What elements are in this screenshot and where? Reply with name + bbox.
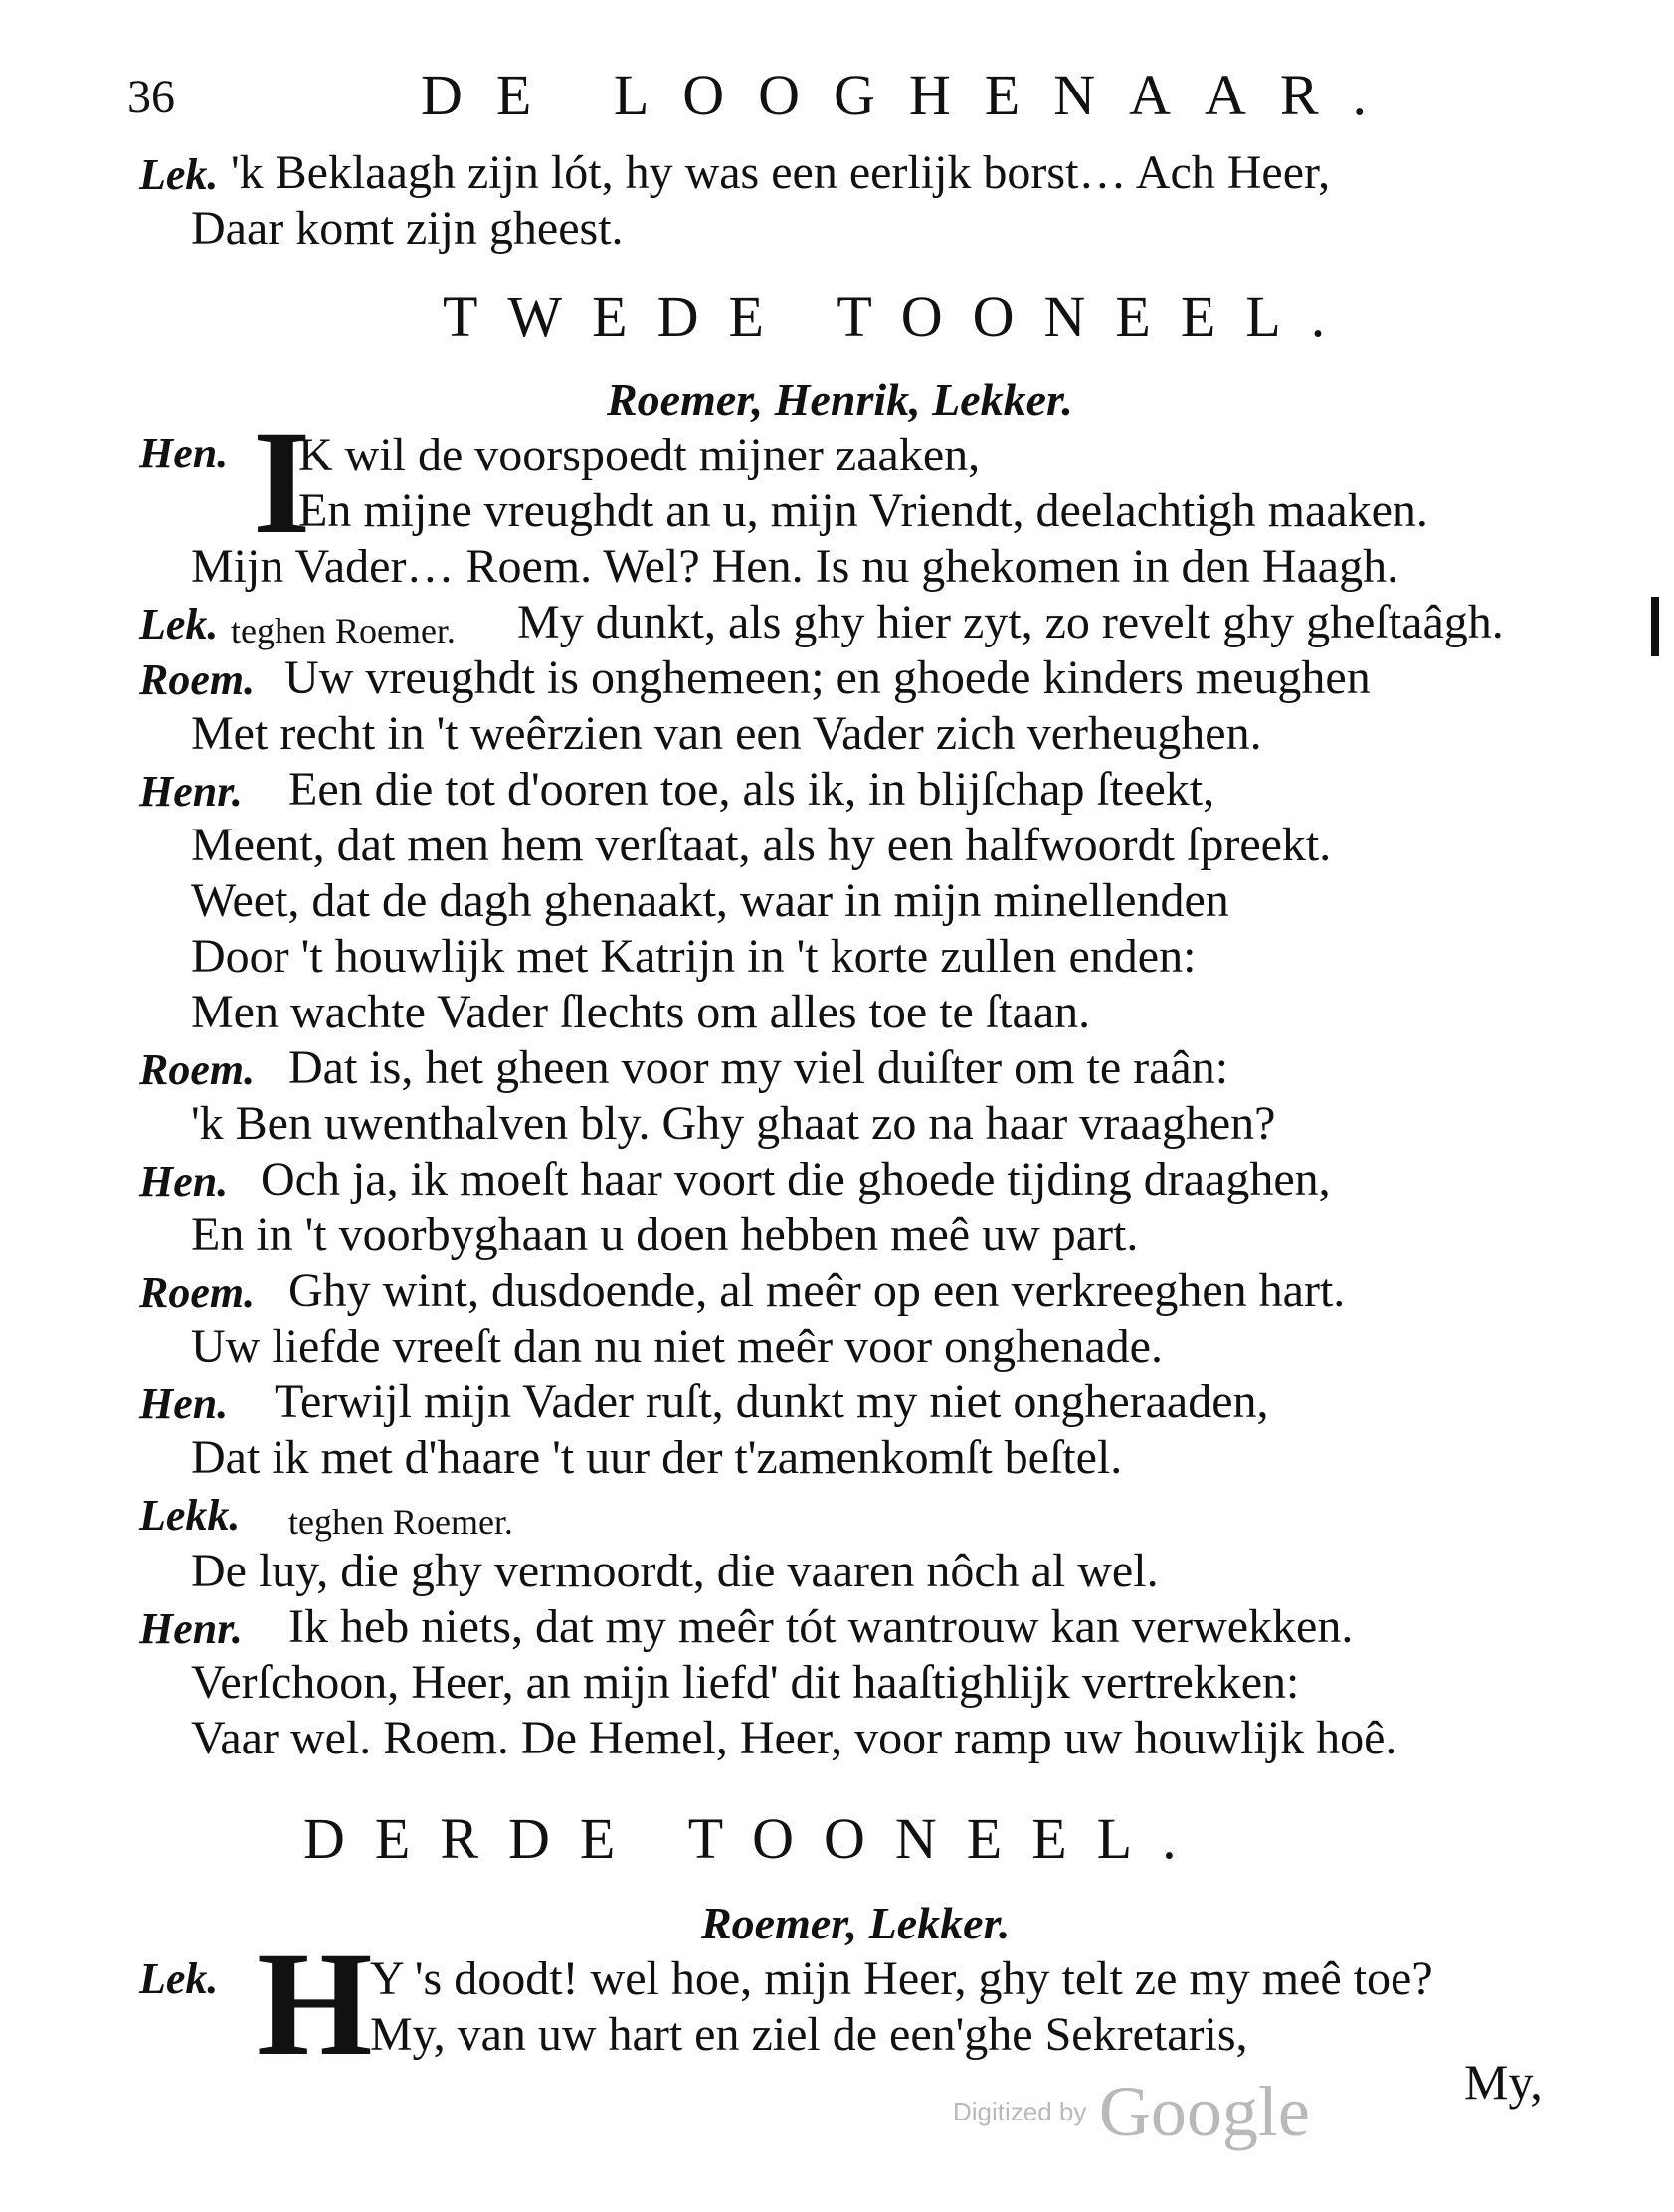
page-number: 36 [127, 71, 175, 123]
verse-line: 'k Ben uwenthalven bly. Ghy ghaat zo na haar vraaghen? [191, 1097, 1276, 1150]
verse-line: Y 's doodt! wel hoe, mijn Heer, ghy telt ze my meê toe? [370, 1952, 1433, 2005]
cast-list: Roemer, Henrik, Lekker. [607, 374, 1073, 425]
page-header [127, 62, 1420, 131]
verse-line: Dat is, het gheen voor my viel duiſter om te raân: [288, 1041, 1229, 1094]
verse-line: Men wachte Vader ſlechts om alles toe te ſtaan. [191, 986, 1091, 1038]
speaker-label: Henr. [139, 1604, 243, 1653]
speaker-label: Hen. [139, 429, 229, 477]
google-logo: Google [1098, 2072, 1310, 2151]
verse-line: Dat ik met d'haare 't uur der t'zamenkomſt beſtel. [191, 1431, 1123, 1484]
cast-list: Roemer, Lekker. [701, 1898, 1011, 1948]
page-edge-mark [1651, 597, 1659, 656]
verse-line: Door 't houwlijk met Katrijn in 't korte zullen enden: [191, 930, 1197, 983]
speaker-label: Hen. [139, 1380, 229, 1428]
verse-line: My, van uw hart en ziel de een'ghe Sekretaris, [370, 2008, 1248, 2061]
speaker-label: Lekk. [139, 1491, 241, 1540]
verse-line: Ik heb niets, dat my meêr tót wantrouw kan verwekken. [288, 1600, 1354, 1653]
stage-direction: teghen Roemer. [231, 611, 456, 650]
verse-line: En in 't voorbyghaan u doen hebben meê uw part. [191, 1208, 1139, 1261]
verse-line: Uw liefde vreeſt dan nu niet meêr voor onghenade. [191, 1320, 1163, 1373]
verse-line: Daar komt zijn gheest. [191, 202, 624, 255]
speaker-label: Henr. [139, 767, 243, 816]
scene-title: DERDE TOONEEL. [303, 1806, 1207, 1871]
speaker-label: Lek. [139, 1954, 219, 2003]
speaker-label: Roem. [139, 1268, 256, 1317]
verse-line: Weet, dat de dagh ghenaakt, waar in mijn minellenden [191, 874, 1229, 927]
verse-line: Meent, dat men hem verſtaat, als hy een halfwoordt ſpreekt. [191, 819, 1332, 871]
verse-line: Uw vreughdt is onghemeen; en ghoede kinders meughen [284, 651, 1371, 704]
speaker-label: Roem. [139, 655, 256, 704]
verse-line: De luy, die ghy vermoordt, die vaaren nôch al wel. [191, 1545, 1159, 1597]
scene-title: TWEDE TOONEEL. [443, 284, 1356, 349]
speaker-label: Lek. [139, 600, 219, 648]
speaker-label: Lek. [139, 150, 219, 199]
catchword: My, [1464, 2054, 1543, 2110]
verse-line: Vaar wel. Roem. De Hemel, Heer, voor ramp uw houwlijk hoê. [191, 1712, 1397, 1764]
verse-line: 'k Beklaagh zijn lót, hy was een eerlijk borst… Ach Heer, [231, 146, 1331, 199]
verse-line: My dunkt, als ghy hier zyt, zo revelt ghy gheſtaâgh. [517, 596, 1504, 648]
verse-line: Mijn Vader… Roem. Wel? Hen. Is nu ghekomen in den Haagh. [191, 540, 1399, 593]
verse-line: K wil de voorspoedt mijner zaaken, [298, 429, 981, 481]
digitized-prefix: Digitized by [953, 2097, 1087, 2126]
verse-line: Och ja, ik moeſt haar voort die ghoede tijding draaghen, [261, 1153, 1331, 1205]
verse-line: Ghy wint, dusdoende, al meêr op een verkreeghen hart. [288, 1264, 1346, 1317]
verse-line: Verſchoon, Heer, an mijn liefd' dit haaſtighlijk vertrekken: [191, 1656, 1300, 1709]
drop-cap: I [253, 400, 311, 565]
drop-cap: H [257, 1922, 373, 2087]
speaker-label: Roem. [139, 1045, 256, 1094]
verse-line: Terwijl mijn Vader ruſt, dunkt my niet ongheraaden, [275, 1376, 1269, 1428]
running-title: DE LOOGHENAAR. [421, 63, 1401, 127]
speaker-label: Hen. [139, 1157, 229, 1205]
stage-direction: teghen Roemer. [288, 1502, 513, 1542]
digitized-watermark [953, 2071, 1310, 2153]
verse-line: Met recht in 't weêrzien van een Vader zich verheughen. [191, 707, 1262, 760]
verse-line: En mijne vreughdt an u, mijn Vriendt, deelachtigh maaken. [298, 484, 1428, 537]
verse-line: Een die tot d'ooren toe, als ik, in blijſchap ſteekt, [288, 763, 1215, 816]
